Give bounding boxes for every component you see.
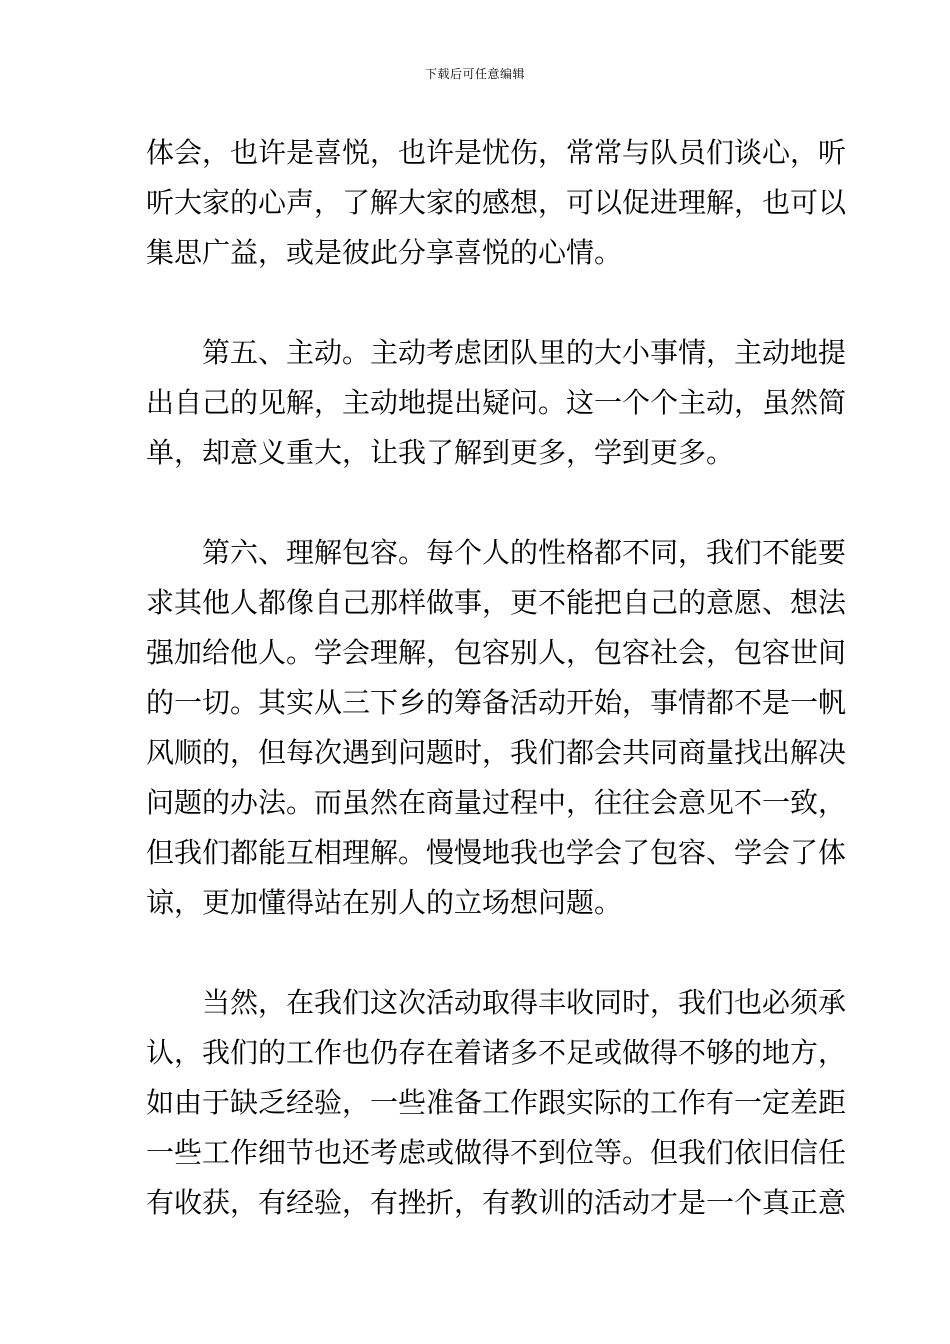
- text-line: 听大家的心声，了解大家的感想，可以促进理解，也可以: [146, 186, 847, 219]
- text-line: 集思广益，或是彼此分享喜悦的心情。: [146, 236, 623, 269]
- text-line: 的一切。其实从三下乡的筹备活动开始，事情都不是一帆: [146, 686, 847, 719]
- paragraph-2: [146, 328, 847, 478]
- paragraph-1: [146, 128, 847, 278]
- text-line: 风顺的，但每次遇到问题时，我们都会共同商量找出解决: [146, 736, 847, 769]
- text-line: 单，却意义重大，让我了解到更多，学到更多。: [146, 436, 735, 469]
- text-line: 认，我们的工作也仍存在着诸多不足或做得不够的地方，: [146, 1036, 847, 1069]
- paragraph-gap: [146, 278, 806, 328]
- text-line: 第五、主动。主动考虑团队里的大小事情，主动地提: [202, 336, 847, 369]
- text-line: 谅，更加懂得站在别人的立场想问题。: [146, 886, 623, 919]
- text-line: 强加给他人。学会理解，包容别人，包容社会，包容世间: [146, 636, 847, 669]
- page-header: 下载后可任意编辑: [424, 67, 525, 81]
- paragraph-4: [146, 978, 847, 1228]
- text-line: 第六、理解包容。每个人的性格都不同，我们不能要: [202, 536, 847, 569]
- text-line: 但我们都能互相理解。慢慢地我也学会了包容、学会了体: [146, 836, 847, 869]
- text-line: 当然，在我们这次活动取得丰收同时，我们也必须承: [202, 986, 847, 1019]
- text-line: 如由于缺乏经验，一些准备工作跟实际的工作有一定差距: [146, 1086, 847, 1119]
- paragraph-3: [146, 528, 847, 928]
- text-line: 出自己的见解，主动地提出疑问。这一个个主动，虽然简: [146, 386, 847, 419]
- text-line: 一些工作细节也还考虑或做得不到位等。但我们依旧信任: [146, 1136, 847, 1169]
- text-line: 求其他人都像自己那样做事，更不能把自己的意愿、想法: [146, 586, 847, 619]
- text-line: 有收获，有经验，有挫折，有教训的活动才是一个真正意: [146, 1186, 847, 1219]
- document-body: [146, 128, 847, 1228]
- text-line: 体会，也许是喜悦，也许是忧伤，常常与队员们谈心，听: [146, 136, 847, 169]
- text-line: 问题的办法。而虽然在商量过程中，往往会意见不一致，: [146, 786, 847, 819]
- paragraph-gap: [146, 478, 806, 528]
- paragraph-gap: [146, 928, 806, 978]
